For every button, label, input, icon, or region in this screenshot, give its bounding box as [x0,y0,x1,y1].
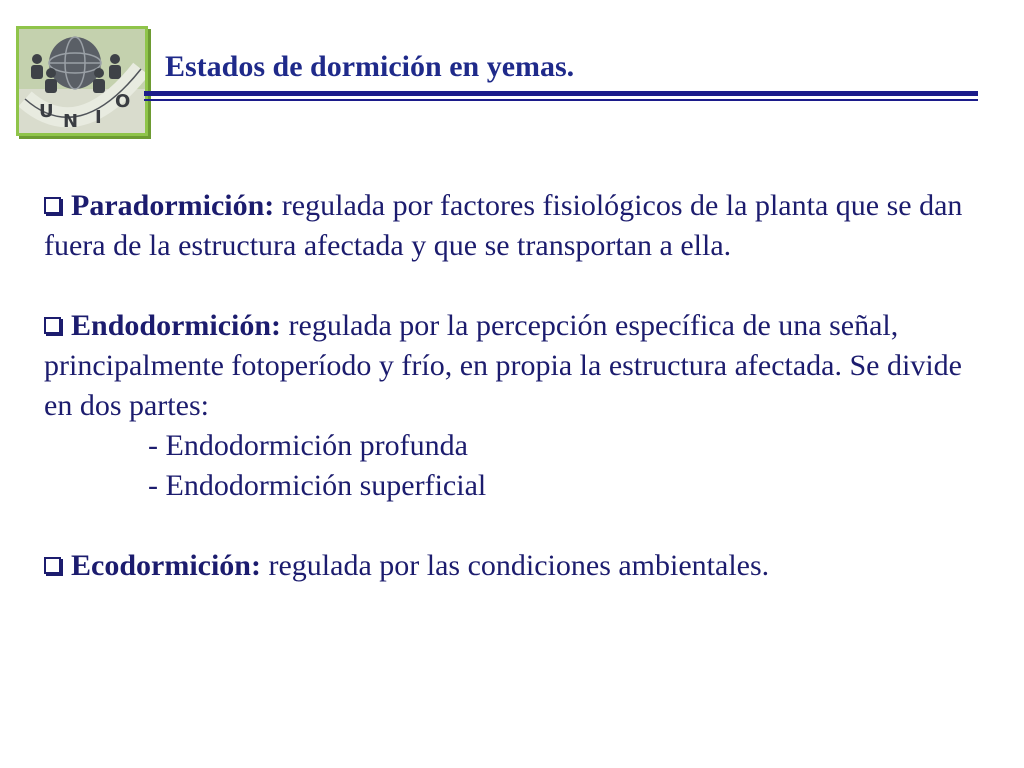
bullet-text: regulada por factores fisiológicos de la planta que se dan fuera de la estructura afectada y que se transportan a ella. [44,189,963,262]
bullet-text: regulada por la percepción específica de una señal, principalmente fotoperíodo y frío, en propia la estructura afectada. Se divide en dos partes: [44,309,962,422]
sub-item-profunda: - Endodormición profunda [148,429,468,462]
bullet-term: Paradormición: [71,189,275,222]
checkbox-bullet-icon [44,557,61,574]
title-rule-thick [144,91,978,96]
svg-text:O: O [115,91,131,112]
bullet-paradormicion [44,186,994,266]
bullet-text: regulada por las condiciones ambientales. [260,549,770,582]
title-rule-thin [144,99,978,101]
svg-text:I: I [95,107,102,128]
bullet-term: Endodormición: [71,309,282,342]
bullet-ecodormicion [44,546,994,586]
checkbox-bullet-icon [44,317,61,334]
sub-item-superficial: - Endodormición superficial [148,469,487,502]
slide-title: Estados de dormición en yemas. [165,50,575,83]
university-logo-icon [16,26,148,136]
bullet-term: Ecodormición: [71,549,261,582]
svg-text:N: N [63,111,79,132]
bullet-endodormicion [44,306,994,506]
svg-text:U: U [39,101,54,122]
checkbox-bullet-icon [44,197,61,214]
slide-body [44,186,994,586]
